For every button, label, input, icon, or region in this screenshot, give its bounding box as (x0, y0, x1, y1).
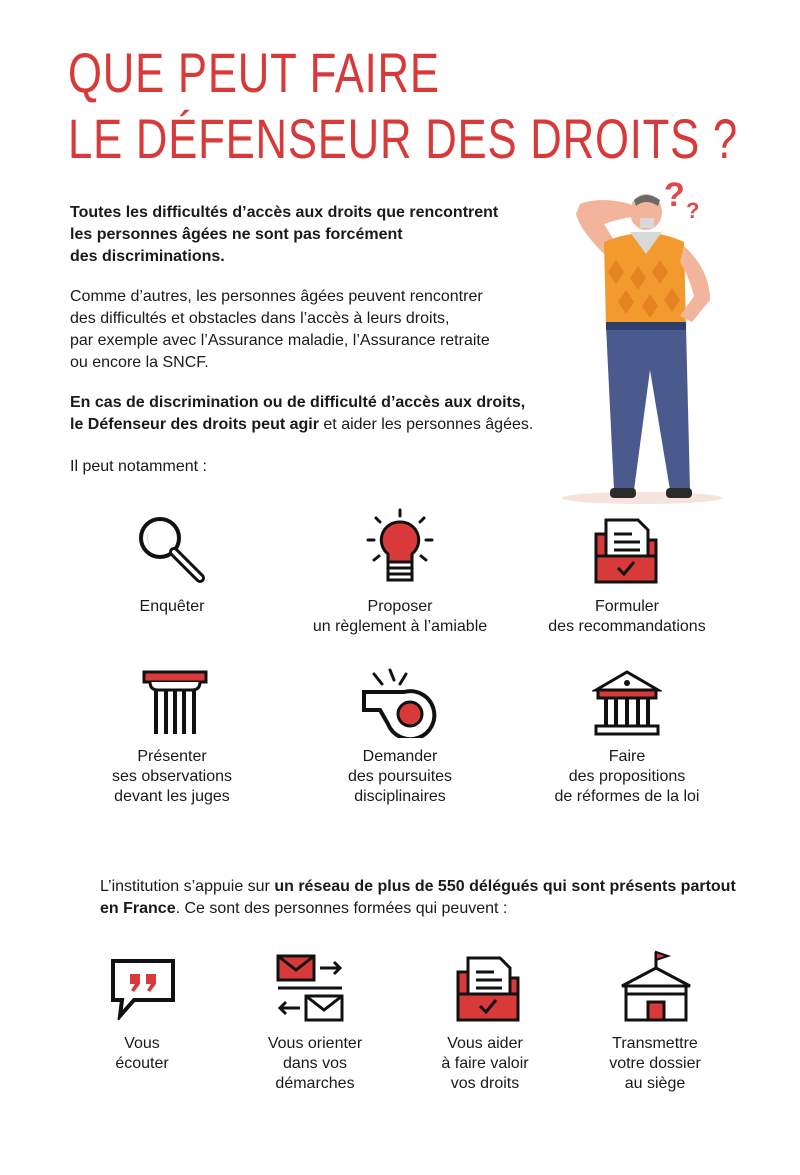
folder-document-icon (592, 516, 660, 586)
column-icon (140, 668, 210, 738)
power-caption-amicable: Proposer un règlement à l’amiable (312, 598, 488, 635)
courthouse-icon (592, 668, 662, 738)
power-caption-reforms: Faire des propositions de réformes de la loi (554, 748, 700, 805)
intro-line: des difficultés et obstacles dans l’accès à leurs droits, (70, 310, 450, 327)
power-caption-investigate: Enquêter (139, 598, 205, 615)
page-title (68, 40, 738, 172)
intro-bold-line: des discriminations. (70, 248, 225, 265)
confused-elderly-man-illustration (560, 170, 730, 510)
power-caption-prosecution: Demander des poursuites disciplinaires (347, 748, 453, 805)
action-paragraph (70, 392, 550, 436)
title-line-1: QUE PEUT FAIRE (68, 41, 440, 104)
svg-text:?: ? (664, 176, 685, 214)
lightbulb-icon (366, 508, 434, 588)
delegate-caption-guide: Vous orienter dans vos démarches (267, 1035, 363, 1092)
magnifier-icon (134, 512, 210, 588)
intro-bold-paragraph (70, 202, 550, 268)
intro-line: Comme d’autres, les personnes âgées peuvent rencontrer (70, 288, 483, 305)
title-line-2: LE DÉFENSEUR DES DROITS ? (68, 107, 738, 170)
power-caption-recommendations: Formuler des recommandations (548, 598, 706, 635)
speech-bubble-icon (110, 958, 176, 1020)
network-text-before: L’institution s’appuie sur (100, 878, 275, 895)
intro-bold-line: les personnes âgées ne sont pas forcément (70, 226, 403, 243)
envelopes-arrows-icon (274, 952, 346, 1024)
action-bold-line-1: En cas de discrimination ou de difficulté d’accès aux droits, (70, 394, 526, 411)
power-caption-observations: Présenter ses observations devant les juges (111, 748, 233, 805)
delegate-caption-help: Vous aider à faire valoir vos droits (441, 1035, 529, 1092)
delegate-caption-listen: Vous écouter (115, 1035, 169, 1072)
lead-text: Il peut notamment : (70, 458, 207, 475)
network-text-after: . Ce sont des personnes formées qui peuvent : (175, 900, 508, 917)
svg-text:?: ? (686, 198, 700, 223)
folder-document-icon (454, 954, 522, 1024)
action-bold-line-2: le Défenseur des droits peut agir (70, 416, 319, 433)
network-paragraph (100, 876, 740, 920)
intro-bold-line: Toutes les difficultés d’accès aux droits que rencontrent (70, 204, 499, 221)
delegate-caption-transmit: Transmettre votre dossier au siège (609, 1035, 701, 1092)
intro-line: par exemple avec l’Assurance maladie, l’Assurance retraite (70, 332, 490, 349)
whistle-icon (360, 666, 440, 738)
intro-line: ou encore la SNCF. (70, 354, 209, 371)
intro-paragraph (70, 286, 550, 374)
network-text-bold: un réseau de plus de 550 délégués qui sont présents partout en France (100, 878, 736, 917)
action-rest: et aider les personnes âgées. (318, 416, 534, 433)
building-flag-icon (618, 950, 694, 1024)
